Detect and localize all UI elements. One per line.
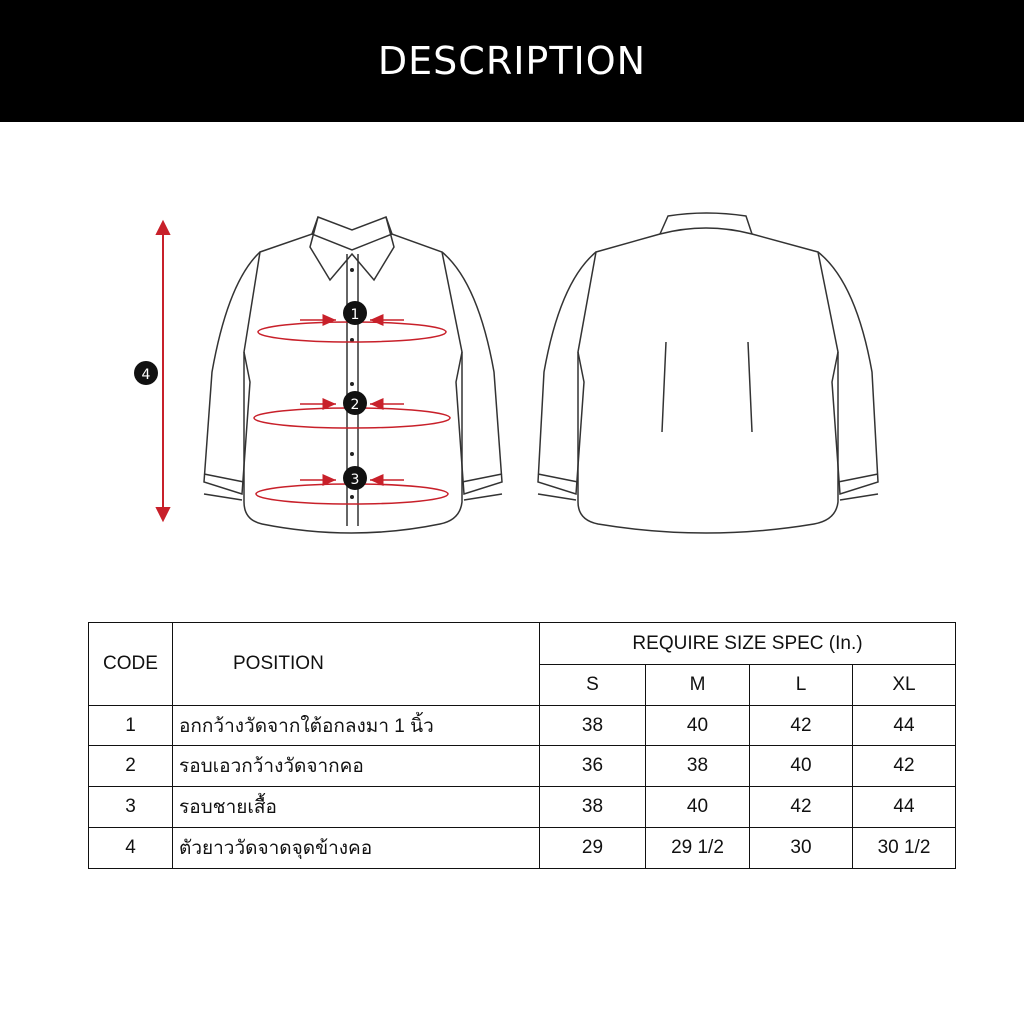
size-header-m: M	[646, 665, 750, 706]
shirt-diagram	[0, 122, 1024, 622]
size-header-xl: XL	[853, 665, 956, 706]
row-position: รอบชายเสื้อ	[173, 787, 540, 828]
size-header-l: L	[750, 665, 853, 706]
row-value-l: 42	[750, 706, 853, 746]
row-code: 4	[89, 828, 173, 869]
row-value-l: 42	[750, 787, 853, 828]
marker-4	[134, 361, 158, 385]
header-bar	[0, 0, 1024, 122]
row-code: 1	[89, 706, 173, 746]
length-measure	[157, 222, 169, 520]
code-header: CODE	[89, 623, 173, 706]
row-value-l: 40	[750, 746, 853, 787]
row-value-s: 29	[540, 828, 646, 869]
marker-3	[343, 466, 367, 490]
position-header: POSITION	[173, 623, 540, 706]
row-value-l: 30	[750, 828, 853, 869]
row-position: ตัวยาววัดจาดจุดข้างคอ	[173, 828, 540, 869]
table-row	[89, 828, 956, 869]
row-value-m: 38	[646, 746, 750, 787]
page-title: DESCRIPTION	[377, 39, 647, 83]
size-spec-table	[88, 622, 956, 869]
marker-2	[343, 391, 367, 415]
marker-4-label: 4	[141, 367, 151, 383]
back-shirt	[538, 213, 878, 533]
row-value-m: 29 1/2	[646, 828, 750, 869]
row-value-s: 36	[540, 746, 646, 787]
row-code: 3	[89, 787, 173, 828]
marker-3-label: 3	[350, 472, 360, 488]
row-value-xl: 42	[853, 746, 956, 787]
row-value-m: 40	[646, 787, 750, 828]
row-position: อกกว้างวัดจากใต้อกลงมา 1 นิ้ว	[173, 706, 540, 746]
shirt-illustration	[0, 122, 1024, 622]
marker-2-label: 2	[350, 397, 360, 413]
table-row	[89, 706, 956, 746]
row-value-xl: 44	[853, 706, 956, 746]
row-code: 2	[89, 746, 173, 787]
row-value-s: 38	[540, 706, 646, 746]
row-position: รอบเอวกว้างวัดจากคอ	[173, 746, 540, 787]
row-value-xl: 44	[853, 787, 956, 828]
row-value-m: 40	[646, 706, 750, 746]
row-value-xl: 30 1/2	[853, 828, 956, 869]
marker-1	[343, 301, 367, 325]
spec-header: REQUIRE SIZE SPEC (In.)	[540, 623, 956, 665]
marker-1-label: 1	[350, 307, 360, 323]
table-row	[89, 787, 956, 828]
table-row	[89, 746, 956, 787]
size-header-s: S	[540, 665, 646, 706]
row-value-s: 38	[540, 787, 646, 828]
